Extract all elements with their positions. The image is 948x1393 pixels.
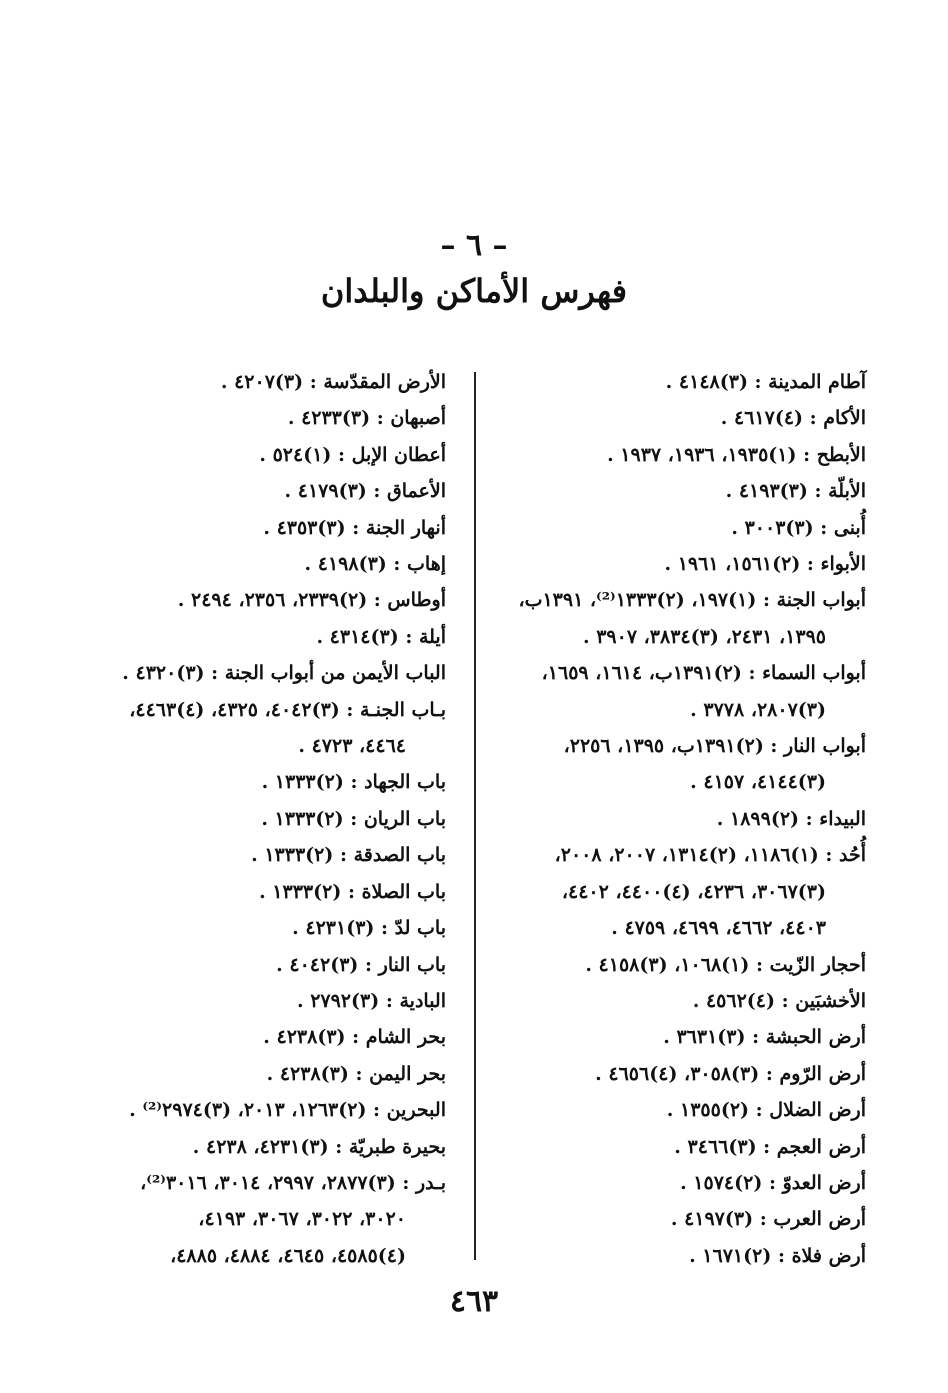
index-column-left [6, 364, 446, 1274]
section-number: – ٦ – [440, 228, 508, 263]
index-entry-line: الأخشبَين : (٤)٤٥٦٢ . [692, 989, 866, 1012]
index-entry-line: ١٣٩٥، ٢٤٣١، (٣)٣٨٣٤، ٣٩٠٧ . [582, 625, 826, 648]
index-entry-line: باب الصدقة : (٢)١٣٣٣ . [251, 844, 446, 867]
index-entry-line: الأرض المقدّسة : (٣)٤٢٠٧ . [220, 371, 446, 393]
index-entry-line: بحر الشام : (٣)٤٢٣٨ . [263, 1026, 446, 1049]
index-entry-line: أرض العرب : (٣)٤١٩٧ . [670, 1208, 866, 1231]
index-entry-line: الأبواء : (٢)١٥٦١، ١٩٦١ . [664, 553, 866, 576]
index-entry-line: باب الريان : (٢)١٣٣٣ . [261, 807, 446, 830]
index-entry-line: بـدر : (٣)٢٨٧٧، ٢٩٩٧، ٣٠١٤، ٣٠١٦⁽²⁾، [140, 1171, 446, 1194]
index-entry-line: (٣)٢٨٠٧، ٣٧٧٨ . [690, 698, 826, 721]
index-entry-line: أرض الحبشة : (٣)٣٦٣١ . [663, 1026, 866, 1049]
index-entry-line: إهاب : (٣)٤١٩٨ . [304, 553, 446, 576]
index-entry-line: ٤٤٠٣، ٤٦٦٢، ٤٦٩٩، ٤٧٥٩ . [611, 917, 826, 940]
index-entry-line: البيداء : (٢)١٨٩٩ . [716, 807, 866, 830]
index-entry-line: الأعماق : (٣)٤١٧٩ . [284, 480, 446, 503]
index-entry-line: أبواب السماء : (٢)١٣٩١ب، ١٦١٤، ١٦٥٩، [541, 662, 866, 685]
index-entry-line: أرض العدوّ : (٢)١٥٧٤ . [680, 1171, 866, 1194]
index-entry-line: أنهار الجنة : (٣)٤٣٥٣ . [263, 516, 446, 539]
index-entry-line: أرض العجم : (٣)٣٤٦٦ . [674, 1135, 866, 1158]
index-entry-line: آطام المدينة : (٣)٤١٤٨ . [665, 371, 866, 393]
index-entry-line: باب لدّ : (٣)٤٢٣١ . [292, 917, 446, 940]
column-divider [474, 372, 476, 1260]
index-entry-line: الأبلّة : (٣)٤١٩٣ . [725, 480, 866, 503]
index-entry-line: (٤)٤٥٨٥، ٤٦٤٥، ٤٨٨٤، ٤٨٨٥، [170, 1244, 406, 1267]
index-entry-line: ٤٤٦٤، ٤٧٢٣ . [298, 735, 406, 758]
index-entry-line: بـاب الجنـة : (٣)٤٠٤٢، ٤٣٢٥، (٤)٤٤٦٣، [129, 698, 446, 721]
index-entry-line: أيلة : (٣)٤٣١٤ . [316, 625, 446, 648]
index-entry-line: باب النار : (٣)٤٠٤٢ . [276, 953, 446, 976]
index-entry-line: أرض الرّوم : (٣)٣٠٥٨، (٤)٤٦٥٦ . [595, 1062, 866, 1085]
index-entry-line: أُحُد : (١)١١٨٦، (٢)١٣١٤، ٢٠٠٧، ٢٠٠٨، [554, 844, 866, 867]
index-entry-line: أبواب الجنة : (١)١٩٧، (٢)١٣٣٣⁽²⁾، ١٣٩١ب، [518, 589, 866, 612]
index-entry-line: باب الجهاد : (٢)١٣٣٣ . [261, 771, 446, 794]
page-title: فهرس الأماكن والبلدان [320, 272, 628, 310]
index-entry-line: البادية : (٣)٢٧٩٢ . [296, 989, 446, 1012]
index-entry-line: بحيرة طبريّة : (٣)٤٢٣١، ٤٢٣٨ . [192, 1135, 446, 1158]
index-entry-line: أرض فلاة : (٢)١٦٧١ . [689, 1244, 866, 1267]
index-entry-line: (٣)٣٠٦٧، ٤٢٣٦، (٤)٤٤٠٠، ٤٤٠٢، [561, 880, 826, 903]
index-entry-line: أُبنى : (٣)٣٠٠٣ . [731, 516, 866, 539]
index-entry-line: بحر اليمن : (٣)٤٢٣٨ . [266, 1062, 446, 1085]
index-entry-line: أوطاس : (٢)٢٣٣٩، ٢٣٥٦، ٢٤٩٤ . [177, 589, 446, 612]
index-entry-line: البحرين : (٢)١٢٦٣، ٢٠١٣، (٣)٢٩٧٤⁽²⁾ . [129, 1099, 446, 1122]
index-entry-line: أصبهان : (٣)٤٢٣٣ . [287, 407, 446, 430]
index-entry-line: (٣)٤١٤٤، ٤١٥٧ . [690, 771, 826, 794]
index-entry-line: أحجار الزّيت : (١)١٠٦٨، (٣)٤١٥٨ . [585, 953, 866, 976]
index-entry-line: الأبطح : (١)١٩٣٥، ١٩٣٦، ١٩٣٧ . [607, 443, 866, 466]
index-entry-line: أرض الضلال : (٢)١٣٥٥ . [666, 1099, 866, 1122]
index-column-right [470, 364, 866, 1274]
index-entry-line: أبواب النار : (٢)١٣٩١ب، ١٣٩٥، ٢٢٥٦، [563, 735, 866, 758]
index-entry-line: ٣٠٢٠، ٣٠٢٢، ٣٠٦٧، ٤١٩٣، [198, 1208, 406, 1231]
index-entry-line: الأكام : (٤)٤٦١٧ . [720, 407, 866, 430]
index-entry-line: أعطان الإبل : (١)٥٢٤ . [259, 443, 446, 466]
page-number: ٤٦٣ [449, 1284, 499, 1319]
index-entry-line: الباب الأيمن من أبواب الجنة : (٣)٤٣٢٠ . [122, 662, 446, 685]
index-entry-line: باب الصلاة : (٢)١٣٣٣ . [259, 880, 446, 903]
